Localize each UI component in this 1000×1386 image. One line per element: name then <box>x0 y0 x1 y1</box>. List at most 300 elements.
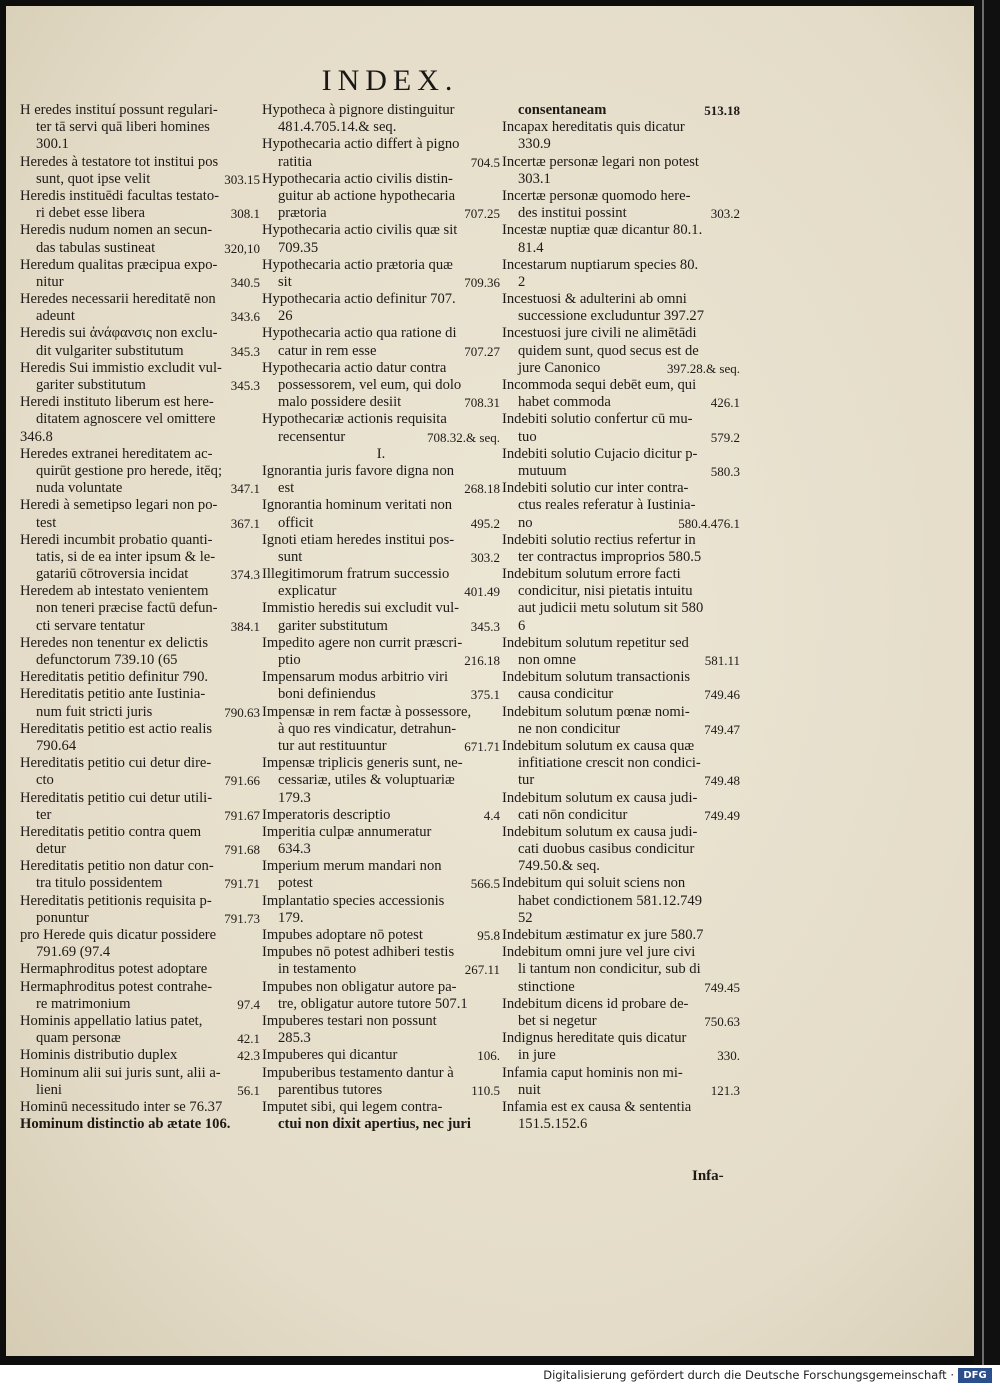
index-line <box>502 635 740 652</box>
index-page-ref: 707.25 <box>464 206 500 222</box>
index-entry-text: jure Canonico <box>518 359 601 376</box>
index-line <box>20 1047 260 1064</box>
index-entry-text: das tabulas sustineat <box>36 239 156 256</box>
index-entry-text: Incestarum nuptiarum species 80. <box>502 256 699 273</box>
index-page-ref: 4.4 <box>483 807 500 823</box>
index-entry-text: causa condicitur <box>518 686 614 703</box>
index-line <box>262 738 500 755</box>
index-entry-text: Heredis nudum nomen an secun- <box>20 222 213 239</box>
index-entry-text: lieni <box>36 1081 62 1098</box>
index-line <box>20 360 260 377</box>
index-line <box>502 291 740 308</box>
index-entry-text: in jure <box>518 1047 556 1064</box>
index-line <box>502 841 740 858</box>
index-line <box>262 1065 500 1082</box>
index-entry-text: 300.1 <box>36 136 69 153</box>
index-page-ref: 791.71 <box>224 876 260 892</box>
index-entry-text: nitur <box>36 273 64 290</box>
index-entry-text: defunctorum 739.10 (65 <box>36 652 178 668</box>
index-line <box>502 480 740 497</box>
index-entry-text: 285.3 <box>278 1030 311 1047</box>
index-line <box>20 927 260 944</box>
index-entry-text: Hereditatis petitio cui detur utili- <box>20 789 213 806</box>
index-page-ref: 790.63 <box>224 704 260 720</box>
index-line <box>502 910 740 927</box>
index-entry-text: 26 <box>278 308 293 325</box>
index-line <box>262 549 500 566</box>
index-line <box>502 325 740 342</box>
index-entry-text: Hereditatis petitionis requisita p- <box>20 892 212 909</box>
index-line <box>262 824 500 841</box>
index-entry-text: Imputet sibi, qui legem contra- <box>262 1098 443 1115</box>
index-page-ref: 791.67 <box>224 807 260 823</box>
index-line <box>502 102 740 119</box>
index-entry-text: Impuberes testari non possunt <box>262 1012 437 1029</box>
index-line <box>502 944 740 961</box>
index-line <box>262 463 500 480</box>
index-line <box>502 566 740 583</box>
index-page-ref: 106. <box>477 1048 500 1064</box>
index-line <box>502 532 740 549</box>
index-line <box>262 222 500 239</box>
index-entry-text: gatariū cōtroversia incidat <box>36 566 189 583</box>
index-line <box>20 841 260 858</box>
index-entry-text: explicatur <box>278 583 337 600</box>
index-line <box>262 1082 500 1099</box>
index-line <box>262 566 500 583</box>
index-line <box>262 652 500 669</box>
index-entry-text: I. <box>376 445 386 462</box>
index-entry-text: sunt <box>278 548 303 565</box>
index-entry-text: Indebitum solutum pœnæ nomi- <box>502 703 690 720</box>
index-page-ref: 267.11 <box>464 962 500 978</box>
index-line <box>502 893 740 910</box>
index-line <box>262 704 500 721</box>
index-entry-text: Indebitum dicens id probare de- <box>502 995 689 1012</box>
index-page-ref: 397.28.& seq. <box>667 360 740 376</box>
index-entry-text: Ignorantia juris favore digna non <box>262 462 455 479</box>
index-line <box>20 600 260 617</box>
index-line <box>262 119 500 136</box>
index-entry-text: Imperatoris descriptio <box>262 806 391 823</box>
index-entry-text: Heredum qualitas præcipua expo- <box>20 256 218 273</box>
index-line <box>20 446 260 463</box>
index-page-ref: 330. <box>717 1048 740 1064</box>
index-line <box>262 308 500 325</box>
index-entry-text: ctus reales referatur à Iustinia- <box>518 497 696 514</box>
index-entry-text: boni definiendus <box>278 686 376 703</box>
index-entry-text: Ignorantia hominum veritati non <box>262 497 453 514</box>
index-entry-text: non teneri præcise factū defun- <box>36 600 218 617</box>
index-line <box>262 875 500 892</box>
index-line <box>20 411 260 428</box>
index-page-ref: 791.66 <box>224 773 260 789</box>
index-line <box>20 257 260 274</box>
index-entry-text: Hereditatis petitio cui detur dire- <box>20 755 212 772</box>
index-line <box>262 429 500 446</box>
index-entry-text: Hereditatis petitio non datur con- <box>20 858 214 875</box>
index-entry-text: condicitur, nisi pietatis intuitu <box>518 583 693 600</box>
section-letter <box>262 446 500 463</box>
index-entry-text: Hominis distributio duplex <box>20 1047 178 1064</box>
index-line <box>262 411 500 428</box>
index-line <box>20 1065 260 1082</box>
index-line <box>262 807 500 824</box>
index-line <box>20 497 260 514</box>
index-entry-text: prætoria <box>278 205 327 222</box>
index-line <box>502 136 740 153</box>
index-entry-text: ptio <box>278 652 301 668</box>
index-page-ref: 42.1 <box>237 1031 260 1047</box>
index-line <box>20 429 260 446</box>
index-line <box>20 704 260 721</box>
index-entry-text: Impubes nō potest adhiberi testis <box>262 944 455 961</box>
index-entry-text: Indignus hereditate quis dicatur <box>502 1030 687 1047</box>
index-line <box>502 119 740 136</box>
index-line <box>20 858 260 875</box>
index-entry-text: Impensarum modus arbitrio viri <box>262 669 449 686</box>
index-line <box>262 910 500 927</box>
index-page-ref: 308.1 <box>230 206 260 222</box>
index-entry-text: recensentur <box>278 428 346 445</box>
index-entry-text: 303.1 <box>518 170 551 187</box>
index-entry-text: mutuum <box>518 462 567 479</box>
index-page-ref: 749.48 <box>704 773 740 789</box>
index-entry-text: detur <box>36 841 66 858</box>
index-line <box>20 686 260 703</box>
index-line <box>502 274 740 291</box>
index-line <box>20 136 260 153</box>
index-line <box>502 669 740 686</box>
index-entry-text: Indebiti solutio Cujacio dicitur p- <box>502 445 698 462</box>
index-entry-text: tre, obligatur autore tutore 507.1 <box>278 995 468 1012</box>
index-line <box>262 755 500 772</box>
index-line <box>20 222 260 239</box>
index-entry-text: 179. <box>278 909 304 926</box>
index-line <box>502 205 740 222</box>
index-line <box>262 188 500 205</box>
index-line <box>502 618 740 635</box>
index-entry-text: ratitia <box>278 153 313 170</box>
index-entry-text: cati nōn condicitur <box>518 806 628 823</box>
index-entry-text: Heredes non tenentur ex delictis <box>20 634 209 651</box>
index-entry-text: li tantum non condicitur, sub di <box>518 961 701 978</box>
index-line <box>502 1013 740 1030</box>
index-page-ref: 303.2 <box>470 549 500 565</box>
index-line <box>20 171 260 188</box>
index-entry-text: 2 <box>518 273 526 290</box>
index-line <box>20 188 260 205</box>
index-line <box>262 325 500 342</box>
index-line <box>20 119 260 136</box>
index-line <box>20 790 260 807</box>
index-entry-text: Hereditatis petitio definitur 790. <box>20 669 209 686</box>
index-entry-text: Hominis appellatio latius patet, <box>20 1012 203 1029</box>
index-page-ref: 708.32.& seq. <box>427 429 500 445</box>
index-entry-text: Impedito agere non currit præscri- <box>262 634 463 651</box>
index-line <box>502 257 740 274</box>
index-line <box>20 961 260 978</box>
index-line <box>262 515 500 532</box>
index-entry-text: Impuberibus testamento dantur à <box>262 1064 454 1081</box>
index-line <box>20 721 260 738</box>
catchword: Infa- <box>692 1168 724 1184</box>
index-line <box>502 240 740 257</box>
index-column-1 <box>20 102 260 1133</box>
index-line <box>262 618 500 635</box>
index-entry-text: Hereditatis petitio contra quem <box>20 823 202 840</box>
index-line <box>20 1099 260 1116</box>
index-line <box>262 497 500 514</box>
index-entry-text: Impuberes qui dicantur <box>262 1047 398 1064</box>
index-entry-text: Heredem ab intestato venientem <box>20 583 209 600</box>
index-page-ref: 268.18 <box>464 481 500 497</box>
index-entry-text: Incestuosi & adulterini ab omni <box>502 291 687 308</box>
index-entry-text: 151.5.152.6 <box>518 1116 588 1133</box>
index-line <box>502 154 740 171</box>
index-entry-text: H eredes instituí possunt regulari- <box>20 102 218 118</box>
index-line <box>20 515 260 532</box>
index-entry-text: Heredis Sui immistio excludit vul- <box>20 359 222 376</box>
index-line <box>262 360 500 377</box>
index-line <box>20 377 260 394</box>
index-line <box>20 875 260 892</box>
index-entry-text: ponuntur <box>36 909 89 926</box>
index-entry-text: ne non condicitur <box>518 720 621 737</box>
index-page-ref: 345.3 <box>230 343 260 359</box>
index-entry-text: Impubes non obligatur autore pa- <box>262 978 457 995</box>
index-entry-text: Indebitum solutum repetitur sed <box>502 634 689 651</box>
index-entry-text: Hypothecaria actio civilis distin- <box>262 170 453 187</box>
index-entry-text: Heredis instituēdi facultas testato- <box>20 187 219 204</box>
index-entry-text: in testamento <box>278 961 357 978</box>
index-line <box>502 721 740 738</box>
index-line <box>502 1065 740 1082</box>
index-entry-text: Hypothecaria actio datur contra <box>262 359 447 376</box>
index-entry-text: Incertæ personæ legari non potest <box>502 153 699 170</box>
index-entry-text: Hypothecaria actio qua ratione di <box>262 325 457 342</box>
index-entry-text: Infamia caput hominis non mi- <box>502 1064 683 1081</box>
index-line <box>20 755 260 772</box>
index-page-ref: 791.68 <box>224 842 260 858</box>
index-line <box>502 1047 740 1064</box>
index-entry-text: Imperium merum mandari non <box>262 858 442 875</box>
index-entry-text: Hermaphroditus potest adoptare <box>20 961 208 978</box>
index-line <box>20 772 260 789</box>
index-entry-text: aut judicii metu solutum sit 580 <box>518 600 704 617</box>
index-page-ref: 401.49 <box>464 584 500 600</box>
index-page-ref: 581.11 <box>704 653 740 668</box>
index-line <box>262 1013 500 1030</box>
index-page-ref: 707.27 <box>464 343 500 359</box>
index-entry-text: 481.4.705.14.& seq. <box>278 119 397 136</box>
index-line <box>262 583 500 600</box>
index-entry-text: quirūt gestione pro herede, itēq; <box>36 462 223 479</box>
index-entry-text: nuda voluntate <box>36 480 123 497</box>
index-page-ref: 347.1 <box>230 481 260 497</box>
index-entry-text: Implantatio species accessionis <box>262 892 445 909</box>
index-entry-text: malo possidere desiit <box>278 394 402 411</box>
index-page-ref: 750.63 <box>704 1013 740 1029</box>
index-entry-text: 634.3 <box>278 841 311 858</box>
index-line <box>20 583 260 600</box>
index-page-ref: 749.45 <box>704 979 740 995</box>
index-line <box>502 755 740 772</box>
index-line <box>20 1082 260 1099</box>
index-entry-text: Ignoti etiam heredes institui pos- <box>262 531 455 548</box>
index-line <box>502 308 740 325</box>
index-entry-text: Impubes adoptare nō potest <box>262 927 423 943</box>
index-entry-text: Heredi à semetipso legari non po- <box>20 497 218 514</box>
index-entry-text: ctui non dixit apertius, nec juri <box>278 1116 471 1133</box>
index-entry-text: Heredis sui ἀνάφανσις non exclu- <box>20 325 218 342</box>
index-line <box>502 1099 740 1116</box>
index-entry-text: sit <box>278 273 292 290</box>
index-line <box>502 446 740 463</box>
index-entry-text: Hermaphroditus potest contrahe- <box>20 978 213 995</box>
index-entry-text: ter tā servi quā liberi homines <box>36 119 210 136</box>
index-entry-text: ter contractus improprios 580.5 <box>518 548 702 565</box>
index-line <box>20 325 260 342</box>
index-entry-text: Hypothecariæ actionis requisita <box>262 411 447 428</box>
index-entry-text: Infamia est ex causa & sententia <box>502 1098 692 1115</box>
index-line <box>262 394 500 411</box>
page-edge-shadow <box>974 0 1000 1365</box>
index-entry-text: sunt, quot ipse velit <box>36 170 151 187</box>
index-entry-text: des institui possint <box>518 205 627 222</box>
index-line <box>20 291 260 308</box>
index-line <box>502 1030 740 1047</box>
index-line <box>502 1116 740 1133</box>
index-page-ref: 580.3 <box>710 463 740 479</box>
index-entry-text: Indebitum solutum ex causa quæ <box>502 737 695 754</box>
index-entry-text: cto <box>36 772 54 789</box>
index-line <box>502 600 740 617</box>
index-line <box>262 205 500 222</box>
index-line <box>262 979 500 996</box>
index-page-ref: 97.4 <box>237 996 260 1012</box>
index-line <box>502 772 740 789</box>
index-line <box>262 635 500 652</box>
index-entry-text: ditatem agnoscere vel omittere <box>36 411 216 428</box>
index-entry-text: consentaneam <box>518 102 607 118</box>
index-line <box>262 790 500 807</box>
index-line <box>502 961 740 978</box>
index-entry-text: Indebitum solutum transactionis <box>502 669 691 686</box>
index-entry-text: habet condictionem 581.12.749 <box>518 892 703 909</box>
index-line <box>502 429 740 446</box>
index-line <box>502 171 740 188</box>
index-line <box>502 343 740 360</box>
index-line <box>262 154 500 171</box>
index-line <box>20 1030 260 1047</box>
index-page-ref: 121.3 <box>710 1082 740 1098</box>
index-line <box>262 1047 500 1064</box>
index-entry-text: infitiatione crescit non condici- <box>518 755 701 772</box>
index-entry-text: tur aut restituuntur <box>278 737 387 754</box>
index-entry-text: parentibus tutores <box>278 1081 383 1098</box>
index-entry-text: Incertæ personæ quomodo here- <box>502 187 691 204</box>
index-line <box>262 893 500 910</box>
index-line <box>502 996 740 1013</box>
index-line <box>262 961 500 978</box>
index-entry-text: re matrimonium <box>36 995 131 1012</box>
index-page-ref: 320,10 <box>224 240 260 256</box>
index-entry-text: à quo res vindicatur, detrahun- <box>278 720 457 737</box>
index-line <box>502 686 740 703</box>
index-page-ref: 671.71 <box>464 738 500 754</box>
index-page-ref: 374.3 <box>230 567 260 583</box>
index-page-ref: 367.1 <box>230 515 260 531</box>
index-line <box>20 308 260 325</box>
index-line <box>20 549 260 566</box>
index-page-ref: 42.3 <box>237 1048 260 1064</box>
index-line <box>20 996 260 1013</box>
index-entry-text: Indebiti solutio rectius refertur in <box>502 531 696 548</box>
index-entry-text: quam personæ <box>36 1030 121 1047</box>
index-line <box>502 790 740 807</box>
index-entry-text: Impensæ triplicis generis sunt, ne- <box>262 755 463 772</box>
index-entry-text: tuo <box>518 428 537 445</box>
index-line <box>502 875 740 892</box>
index-entry-text: ter <box>36 806 52 823</box>
index-entry-text: Impensæ in rem factæ à possessore, <box>262 703 472 720</box>
index-line <box>20 807 260 824</box>
index-entry-text: 346.8 <box>20 428 53 445</box>
index-column-3 <box>502 102 740 1133</box>
index-line <box>262 1030 500 1047</box>
index-entry-text: Heredi instituto liberum est here- <box>20 394 214 411</box>
index-entry-text: Hominum distinctio ab ætate 106. <box>20 1116 231 1133</box>
index-entry-text: successione excluduntur 397.27 <box>518 308 705 325</box>
index-line <box>502 360 740 377</box>
index-page-ref: 110.5 <box>471 1082 500 1098</box>
index-entry-text: potest <box>278 875 313 892</box>
index-line <box>20 566 260 583</box>
index-entry-text: Imperitia culpæ annumeratur <box>262 823 432 840</box>
index-entry-text: Indebitum solutum ex causa judi- <box>502 789 698 806</box>
index-entry-text: tur <box>518 772 535 789</box>
index-entry-text: cessariæ, utiles & voluptuariæ <box>278 772 455 789</box>
index-entry-text: test <box>36 514 57 531</box>
index-line <box>502 394 740 411</box>
index-line <box>502 497 740 514</box>
index-entry-text: Heredes necessarii hereditatē non <box>20 291 216 308</box>
index-line <box>502 824 740 841</box>
index-page-ref: 566.5 <box>470 876 500 892</box>
index-entry-text: catur in rem esse <box>278 342 377 359</box>
index-entry-text: Immistio heredis sui excludit vul- <box>262 600 459 617</box>
index-line <box>262 669 500 686</box>
index-entry-text: Indebitum æstimatur ex jure 580.7 <box>502 927 704 943</box>
index-entry-text: cati duobus casibus condicitur <box>518 841 695 858</box>
index-entry-text: gariter substitutum <box>36 377 146 393</box>
index-entry-text: Incapax hereditatis quis dicatur <box>502 119 685 136</box>
index-line <box>502 807 740 824</box>
index-entry-text: Illegitimorum fratrum successio <box>262 566 450 583</box>
index-entry-text: num fuit stricti juris <box>36 703 153 720</box>
index-line <box>502 549 740 566</box>
index-entry-text: cti servare tentatur <box>36 617 145 634</box>
index-line <box>20 480 260 497</box>
index-line <box>262 721 500 738</box>
index-line <box>262 686 500 703</box>
index-line <box>20 910 260 927</box>
index-line <box>262 600 500 617</box>
index-entry-text: non omne <box>518 652 576 668</box>
index-page-ref: 375.1 <box>470 687 500 703</box>
index-line <box>262 343 500 360</box>
